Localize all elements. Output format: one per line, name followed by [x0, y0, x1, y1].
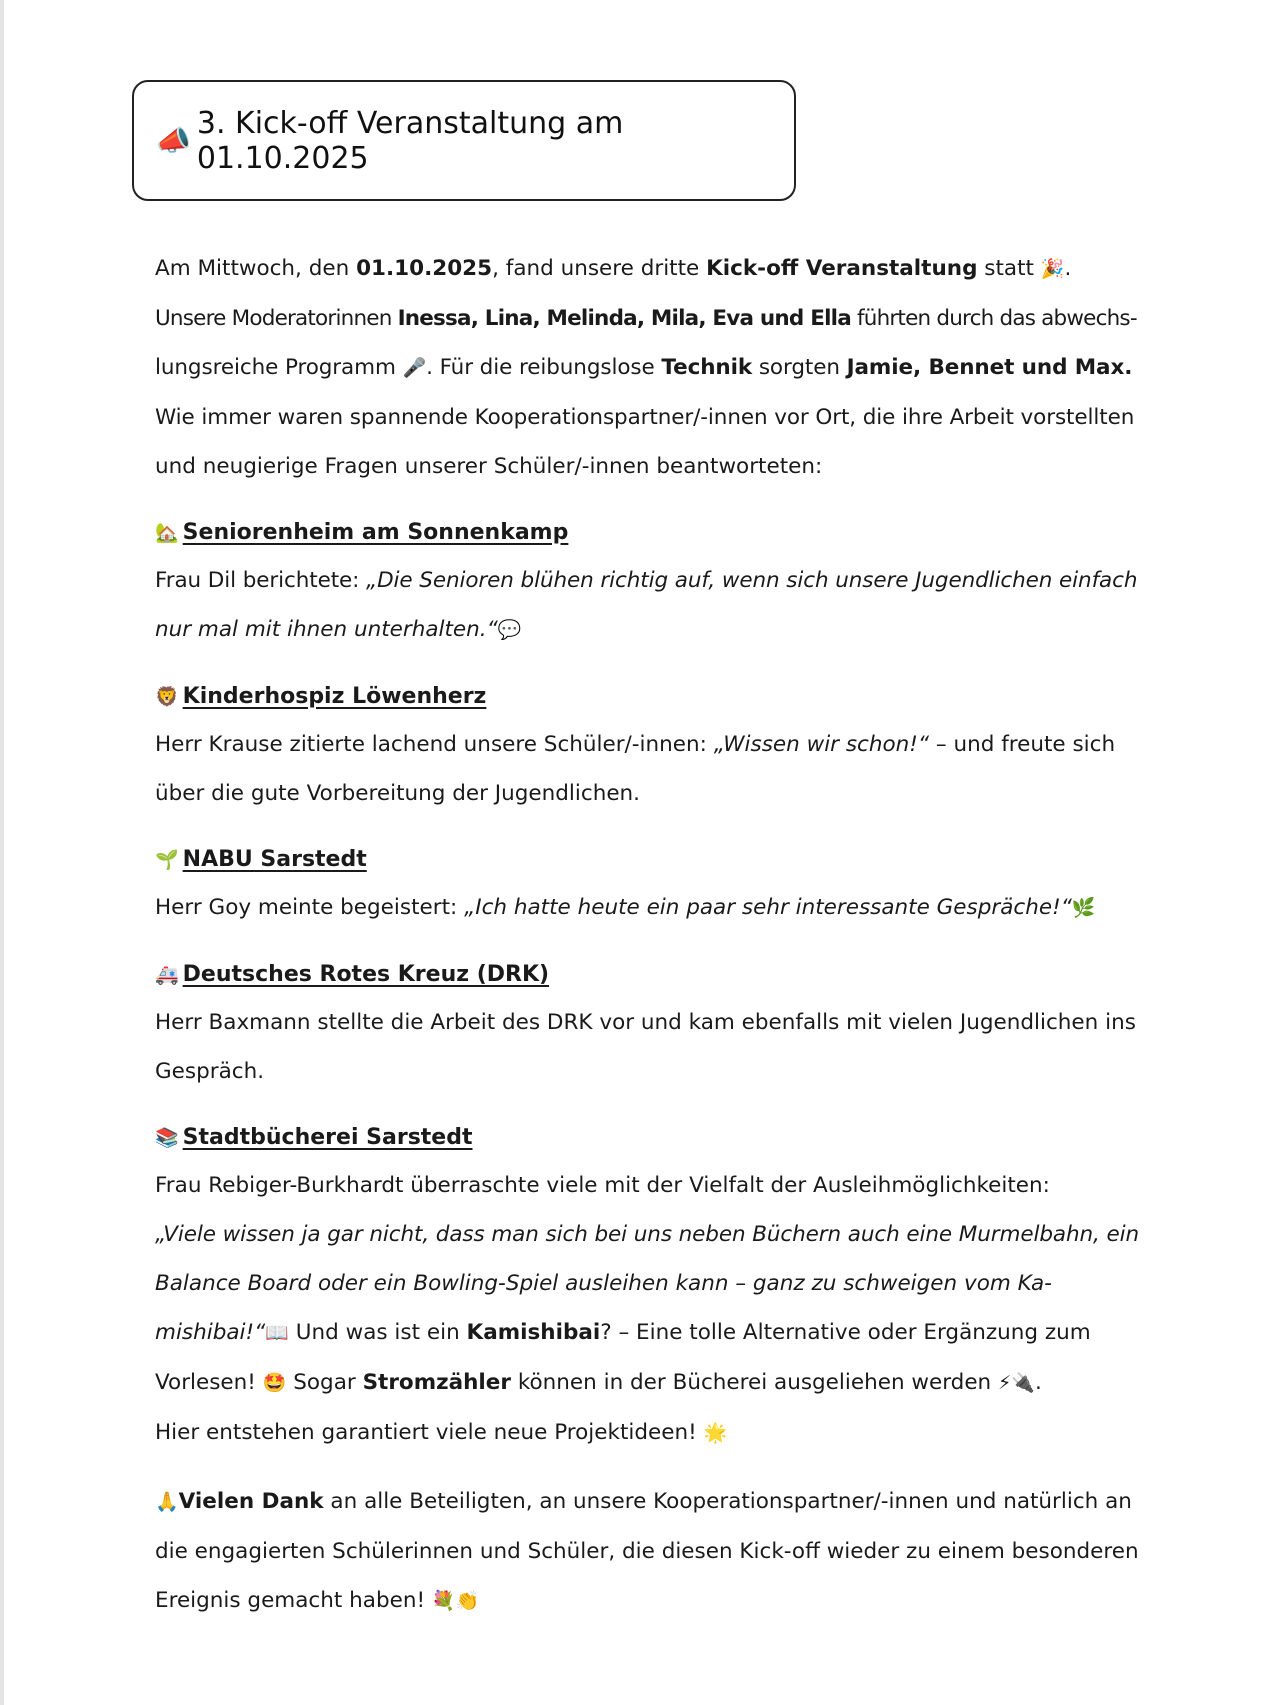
intro-line-2: Unsere Moderatorinnen Inessa, Lina, Melinda, Mila, Eva und Ella führten durch das abwechs-	[155, 306, 1137, 331]
lion-icon: 🦁	[155, 686, 179, 708]
bouquet-clap-icon: 💐👏	[431, 1590, 480, 1612]
quote: Balance Board oder ein Bowling-Spiel ausleihen kann – ganz zu schweigen vom Ka-	[155, 1271, 1052, 1296]
section-heading: 🏡 Seniorenheim am Sonnenkamp	[155, 510, 1140, 556]
event-name: Kick-off Veranstaltung	[706, 256, 978, 281]
glowing-star-icon: 🌟	[703, 1422, 728, 1444]
intro-line-3: lungsreiche Programm 🎤. Für die reibungslose Technik sorgten Jamie, Bennet und Max.	[155, 355, 1133, 380]
quote: „Die Senioren blühen richtig auf, wenn sich unsere Jugendlichen einfach	[366, 568, 1138, 593]
quote: „Wissen wir schon!“	[713, 732, 930, 757]
title-box	[132, 80, 796, 201]
seedling-icon: 🌱	[155, 849, 179, 871]
microphone-icon: 🎤	[402, 357, 427, 379]
star-struck-icon: 🤩	[262, 1372, 287, 1394]
section-heading: 🦁 Kinderhospiz Löwenherz	[155, 674, 1140, 720]
section-heading: 🚑 Deutsches Rotes Kreuz (DRK)	[155, 952, 1140, 998]
thanks-section: 🙏Vielen Dank an alle Beteiligten, an unsere Kooperationspartner/-innen und natürlich an die engagierten Schülerinnen und Schüler, die diesen Kick-off wieder zu einem besonderen Ereignis gemacht haben! 💐👏	[155, 1489, 1139, 1613]
partner-section: 🚑 Deutsches Rotes Kreuz (DRK) Herr Baxmann stellte die Arbeit des DRK vor und kam ebenfalls mit vielen Jugendlichen ins Gespräch.	[155, 952, 1140, 1096]
open-book-icon: 📖	[265, 1322, 289, 1344]
partner-section: 🦁 Kinderhospiz Löwenherz Herr Krause zitierte lachend unsere Schüler/-innen: „Wissen wir schon!“ – und freute sich über die gute Vorbereitung der Jugendlichen.	[155, 674, 1140, 818]
partner-section: 🌱 NABU Sarstedt Herr Goy meinte begeistert: „Ich hatte heute ein paar sehr interessante Gespräche!“🌿	[155, 837, 1140, 933]
partner-section: 📚 Stadtbücherei Sarstedt Frau Rebiger-Burkhardt überraschte viele mit der Vielfalt der Ausleihmöglichkeiten: „Viele wissen ja gar nicht, dass man sich bei uns neben Büchern auch eine Murmelbahn, ein Balance Board oder ein Bowling-Spiel ausleihen kann – ganz zu schweigen vom Ka- mishibai!“📖 Und was ist ein Kamishibai? – Eine tolle Alternative oder Ergänzung zum Vorlesen! 🤩 Sogar Stromzähler können in der Bücherei ausgeliehen werden ⚡🔌. Hier entstehen garantiert viele neue Projektideen! 🌟	[155, 1115, 1140, 1458]
party-popper-icon: 🎉	[1040, 258, 1065, 280]
house-icon: 🏡	[155, 522, 179, 544]
quote: „Ich hatte heute ein paar sehr interessante Gespräche!“	[464, 895, 1072, 920]
megaphone-icon: 📣	[156, 124, 191, 157]
event-date: 01.10.2025	[356, 256, 493, 281]
section-heading: 🌱 NABU Sarstedt	[155, 837, 1140, 883]
moderator-names: Inessa, Lina, Melinda, Mila, Eva und Ella	[397, 306, 851, 331]
books-icon: 📚	[155, 1127, 179, 1149]
quote: „Viele wissen ja gar nicht, dass man sich bei uns neben Büchern auch eine Murmelbahn, ein	[155, 1222, 1139, 1247]
article-body	[155, 244, 1140, 1626]
intro-line-5: und neugierige Fragen unserer Schüler/-innen beantworteten:	[155, 454, 823, 479]
technician-names: Jamie, Bennet und Max.	[846, 355, 1133, 380]
lightning-plug-icon: ⚡🔌	[998, 1372, 1036, 1394]
ambulance-icon: 🚑	[155, 964, 179, 986]
intro-line-4: Wie immer waren spannende Kooperationspartner/-innen vor Ort, die ihre Arbeit vorstellten	[155, 405, 1135, 430]
herb-icon: 🌿	[1071, 897, 1096, 919]
folded-hands-icon: 🙏	[155, 1491, 179, 1513]
speech-bubble-icon: 💬	[497, 619, 522, 641]
page-title: 3. Kick-off Veranstaltung am 01.10.2025	[196, 105, 624, 176]
partner-section: 🏡 Seniorenheim am Sonnenkamp Frau Dil berichtete: „Die Senioren blühen richtig auf, wenn sich unsere Jugendlichen einfach nur mal mit ihnen unterhalten.“💬	[155, 510, 1140, 655]
intro-line-1: Am Mittwoch, den 01.10.2025, fand unsere dritte Kick-off Veranstaltung statt 🎉.	[155, 256, 1072, 281]
section-heading: 📚 Stadtbücherei Sarstedt	[155, 1115, 1140, 1161]
